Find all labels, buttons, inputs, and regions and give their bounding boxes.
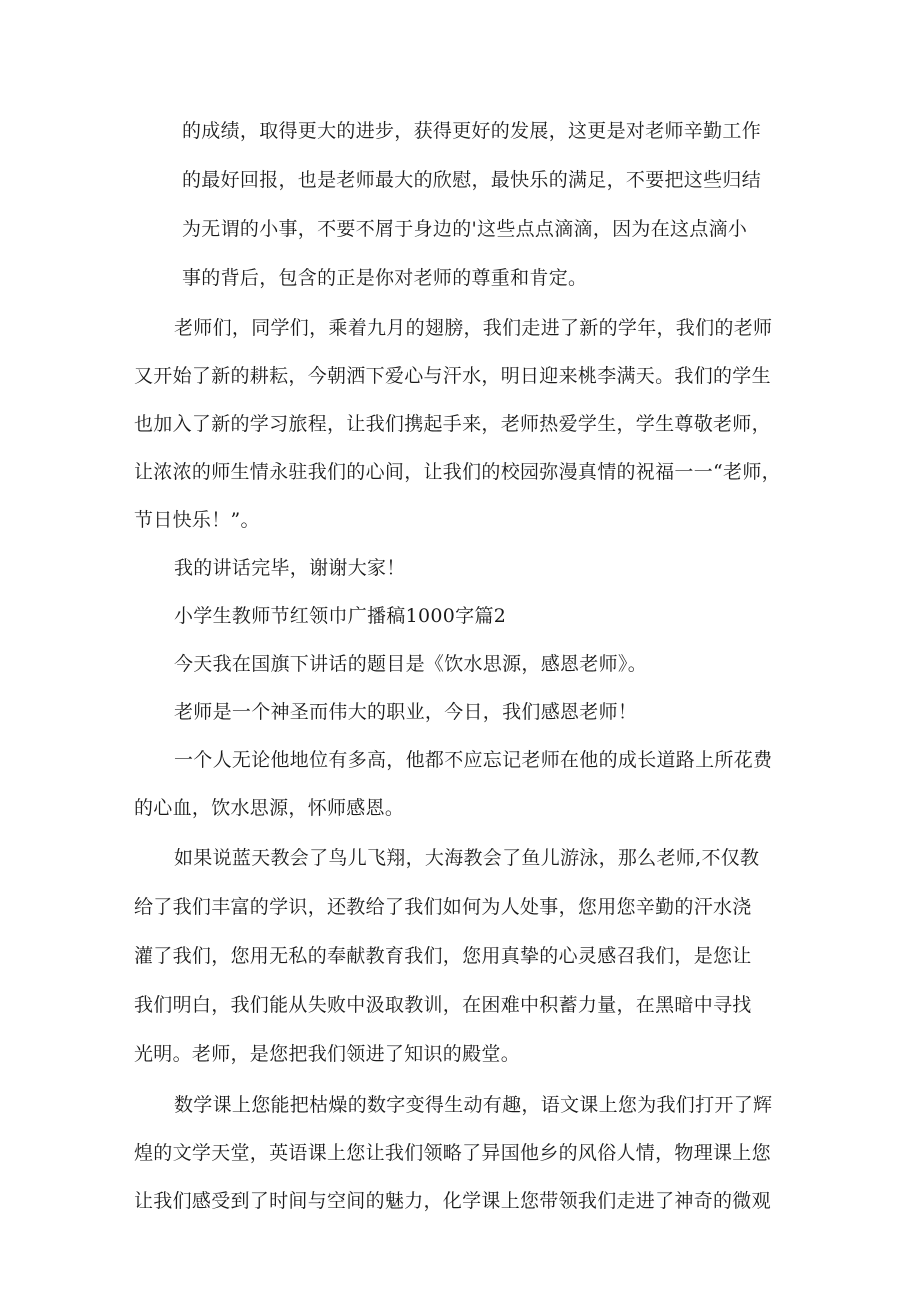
text-line: 又开始了新的耕耘，今朝洒下爱心与汗水，明日迎来桃李满天。我们的学生 (134, 365, 771, 387)
text-line: 老师们，同学们，乘着九月的翅膀，我们走进了新的学年，我们的老师 (174, 317, 773, 339)
text-line: 我们明白，我们能从失败中汲取教训，在困难中积蓄力量，在黑暗中寻找 (134, 994, 752, 1016)
text-line: 也加入了新的学习旅程，让我们携起手来，老师热爱学生，学生尊敬老师， (134, 413, 771, 435)
text-line: 如果说蓝天教会了鸟儿飞翔，大海教会了鱼儿游泳，那么老师,不仅教 (174, 847, 760, 869)
section-heading: 小学生教师节红领巾广播稿1000字篇2 (174, 605, 507, 627)
text-line: 数学课上您能把枯燥的数字变得生动有趣，语文课上您为我们打开了辉 (174, 1094, 773, 1116)
closing-line: 我的讲话完毕，谢谢大家！ (174, 557, 406, 579)
text-line: 事的背后，包含的正是你对老师的尊重和肯定。 (182, 267, 588, 289)
text-line: 给了我们丰富的学识，还教给了我们如何为人处事，您用您辛勤的汗水浇 (134, 896, 752, 918)
text-line: 的成绩，取得更大的进步，获得更好的发展，这更是对老师辛勤工作 (182, 120, 762, 142)
text-line: 一个人无论他地位有多高，他都不应忘记老师在他的成长道路上所花费 (174, 749, 773, 771)
text-line: 光明。老师，是您把我们领进了知识的殿堂。 (134, 1043, 521, 1065)
text-line: 让浓浓的师生情永驻我们的心间，让我们的校园弥漫真情的祝福一一“老师， (134, 461, 781, 483)
text-line: 灌了我们，您用无私的奉献教育我们，您用真挚的心灵感召我们，是您让 (134, 945, 752, 967)
text-line: 煌的文学天堂，英语课上您让我们领略了异国他乡的风俗人情，物理课上您 (134, 1142, 771, 1164)
text-line: 让我们感受到了时间与空间的魅力，化学课上您带领我们走进了神奇的微观 (134, 1190, 771, 1212)
text-line: 节日快乐！”。 (134, 509, 260, 531)
text-line: 的最好回报，也是老师最大的欣慰，最快乐的满足，不要把这些归结 (182, 169, 762, 191)
text-line: 的心血，饮水思源，怀师感恩。 (134, 797, 405, 819)
text-line: 今天我在国旗下讲话的题目是《饮水思源，感恩老师》。 (174, 653, 648, 675)
text-line: 老师是一个神圣而伟大的职业，今日，我们感恩老师！ (174, 701, 638, 723)
text-line: 为无谓的小事，不要不屑于身边的'这些点点滴滴，因为在这点滴小 (182, 218, 748, 240)
